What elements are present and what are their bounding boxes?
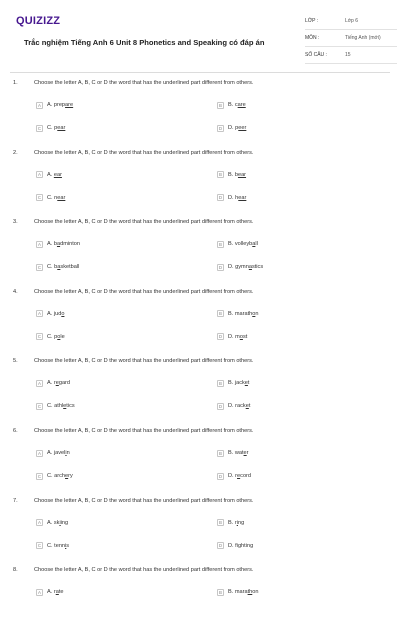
option-letter-box[interactable]: A xyxy=(36,380,43,387)
question-block xyxy=(0,150,400,212)
underlined-part: e xyxy=(65,473,69,479)
meta-row-class xyxy=(305,13,397,30)
option-letter-box[interactable]: B xyxy=(217,450,224,457)
meta-value: Lớp 6 xyxy=(345,18,359,24)
meta-row-count xyxy=(305,47,397,64)
underlined-part: e xyxy=(63,403,67,410)
option-a[interactable] xyxy=(36,448,70,458)
question-block xyxy=(0,498,400,560)
underlined-part: ear xyxy=(57,125,66,131)
option-text: A. judo xyxy=(47,310,65,317)
option-b[interactable] xyxy=(217,378,249,388)
option-b[interactable] xyxy=(217,587,259,597)
underlined-part: e xyxy=(244,380,248,387)
option-text: D. record xyxy=(228,473,252,479)
option-text: A. ear xyxy=(47,171,62,178)
option-letter-box[interactable]: D xyxy=(218,195,223,201)
underlined-part: are xyxy=(237,102,246,108)
option-letter-box[interactable]: D xyxy=(218,334,223,340)
meta-label: SỐ CÂU : xyxy=(305,52,327,58)
underlined-part: e xyxy=(237,473,241,479)
option-text: D. most xyxy=(228,333,248,340)
underlined-part: a xyxy=(57,264,61,271)
option-c[interactable] xyxy=(36,541,69,551)
option-a[interactable] xyxy=(36,309,64,319)
quizizz-logo: QUIZIZZ xyxy=(16,15,61,27)
option-text: B. marathon xyxy=(228,310,259,317)
option-letter-box[interactable]: A xyxy=(36,171,43,178)
option-c[interactable] xyxy=(36,123,65,133)
underlined-part: o xyxy=(252,310,256,317)
worksheet-header xyxy=(8,8,392,68)
option-text: B. volleyball xyxy=(228,241,258,248)
question-text: Choose the letter A, B, C or D the word that has the underlined part different from others. xyxy=(34,358,254,365)
option-text: D. hear xyxy=(228,194,247,201)
question-text: Choose the letter A, B, C or D the word that has the underlined part different from others. xyxy=(34,567,254,574)
option-letter-box[interactable]: D xyxy=(218,403,223,409)
option-a[interactable] xyxy=(36,587,64,597)
option-text: A. regard xyxy=(47,380,71,387)
option-letter-box[interactable]: C xyxy=(37,403,42,409)
option-letter-box[interactable]: D xyxy=(218,543,223,549)
option-text: C. archery xyxy=(47,473,73,479)
question-block xyxy=(0,219,400,281)
option-letter-box[interactable]: A xyxy=(36,450,43,457)
underlined-part: a xyxy=(56,241,61,248)
meta-value: Tiếng Anh (mới) xyxy=(345,35,381,41)
option-letter-box[interactable]: D xyxy=(218,264,223,270)
option-letter-box[interactable]: C xyxy=(37,125,42,131)
page-title: Trắc nghiệm Tiếng Anh 6 Unit 8 Phonetics and Speaking có đáp án xyxy=(24,38,265,47)
meta-value: 15 xyxy=(345,52,351,58)
option-b[interactable] xyxy=(217,518,244,528)
option-letter-box[interactable]: D xyxy=(218,473,223,479)
question-number: 8. xyxy=(13,567,18,574)
option-b[interactable] xyxy=(217,239,258,249)
option-letter-box[interactable]: A xyxy=(36,102,43,109)
question-number: 4. xyxy=(13,288,18,295)
option-letter-box[interactable]: A xyxy=(36,589,43,596)
option-text: B. ring xyxy=(228,519,245,526)
underlined-part: ear xyxy=(238,194,247,201)
option-text: B. care xyxy=(228,102,246,108)
option-letter-box[interactable]: B xyxy=(217,102,224,109)
option-c[interactable] xyxy=(36,471,73,481)
question-block xyxy=(0,80,400,142)
option-d[interactable] xyxy=(217,123,246,133)
option-letter-box[interactable]: C xyxy=(37,473,42,479)
option-letter-box[interactable]: B xyxy=(217,589,224,596)
option-text: A. rate xyxy=(47,589,64,596)
option-letter-box[interactable]: A xyxy=(36,519,43,526)
option-text: B. marathon xyxy=(228,589,259,596)
option-c[interactable] xyxy=(36,193,65,203)
option-a[interactable] xyxy=(36,518,68,528)
option-text: C. athletics xyxy=(47,403,75,410)
option-text: D. peer xyxy=(228,125,247,131)
meta-label: MÔN : xyxy=(305,35,320,41)
option-text: A. prepare xyxy=(47,102,74,108)
underlined-part: i xyxy=(236,519,238,526)
underlined-part: o xyxy=(239,333,243,340)
question-text: Choose the letter A, B, C or D the word that has the underlined part different from others. xyxy=(34,149,254,156)
option-letter-box[interactable]: B xyxy=(217,519,224,526)
option-text: B. water xyxy=(228,450,249,456)
option-text: D. gymnastics xyxy=(228,264,264,271)
question-block xyxy=(0,567,400,629)
option-letter-box[interactable]: B xyxy=(217,380,224,387)
underlined-part: ear xyxy=(53,171,62,178)
option-text: B. jacket xyxy=(228,380,250,387)
underlined-part: i xyxy=(65,450,67,456)
option-b[interactable] xyxy=(217,448,249,458)
underlined-part: a xyxy=(55,589,59,596)
option-b[interactable] xyxy=(217,309,259,319)
option-d[interactable] xyxy=(217,193,246,203)
option-text: C. near xyxy=(47,194,66,201)
option-a[interactable] xyxy=(36,378,70,388)
option-letter-box[interactable]: B xyxy=(217,241,224,248)
underlined-part: e xyxy=(243,450,247,456)
option-text: C. pole xyxy=(47,333,65,340)
question-number: 7. xyxy=(13,497,18,504)
option-c[interactable] xyxy=(36,332,65,342)
underlined-part: e xyxy=(55,380,59,387)
option-text: D. fighting xyxy=(228,542,254,549)
option-letter-box[interactable]: D xyxy=(218,125,223,131)
option-letter-box[interactable]: C xyxy=(37,543,42,549)
question-text: Choose the letter A, B, C or D the word that has the underlined part different from others. xyxy=(34,428,254,434)
underlined-part: a xyxy=(252,241,256,248)
underlined-part: eer xyxy=(238,125,247,131)
option-letter-box[interactable]: A xyxy=(36,241,43,248)
underlined-part: e xyxy=(245,403,249,410)
question-block xyxy=(0,358,400,420)
header-divider xyxy=(10,72,390,73)
meta-row-subject xyxy=(305,30,397,47)
option-text: A. skiing xyxy=(47,519,69,526)
question-text: Choose the letter A, B, C or D the word that has the underlined part different from others. xyxy=(34,80,254,86)
option-a[interactable] xyxy=(36,100,73,110)
option-text: C. pear xyxy=(47,125,66,131)
option-text: C. tennis xyxy=(47,542,70,549)
option-a[interactable] xyxy=(36,170,62,180)
option-d[interactable] xyxy=(217,332,247,342)
option-text: A. badminton xyxy=(47,241,80,248)
option-letter-box[interactable]: B xyxy=(217,171,224,178)
option-b[interactable] xyxy=(217,100,246,110)
question-text: Choose the letter A, B, C or D the word that has the underlined part different from others. xyxy=(34,288,254,295)
question-block xyxy=(0,428,400,490)
option-d[interactable] xyxy=(217,471,251,481)
underlined-part: o xyxy=(57,333,61,340)
option-letter-box[interactable]: C xyxy=(37,264,42,270)
underlined-part: i xyxy=(65,542,67,549)
underlined-part: o xyxy=(61,310,65,317)
question-number: 2. xyxy=(13,149,18,156)
option-c[interactable] xyxy=(36,401,75,411)
option-letter-box[interactable]: A xyxy=(36,310,43,317)
option-c[interactable] xyxy=(36,262,79,272)
question-number: 6. xyxy=(13,428,18,434)
underlined-part: a xyxy=(248,264,252,271)
meta-table xyxy=(305,13,397,64)
question-text: Choose the letter A, B, C or D the word that has the underlined part different from others. xyxy=(34,219,254,226)
option-d[interactable] xyxy=(217,262,263,272)
question-number: 3. xyxy=(13,219,18,226)
option-d[interactable] xyxy=(217,541,253,551)
option-d[interactable] xyxy=(217,401,250,411)
underlined-part: ear xyxy=(237,171,247,178)
option-b[interactable] xyxy=(217,170,246,180)
option-text: D. racket xyxy=(228,403,251,410)
meta-label: LỚP : xyxy=(305,18,319,24)
option-text: C. basketball xyxy=(47,264,80,271)
underlined-part: th xyxy=(247,589,253,596)
underlined-part: ear xyxy=(57,194,66,201)
question-block xyxy=(0,289,400,351)
option-letter-box[interactable]: C xyxy=(37,334,42,340)
question-number: 1. xyxy=(13,80,18,86)
question-text: Choose the letter A, B, C or D the word that has the underlined part different from others. xyxy=(34,497,254,504)
underlined-part: i xyxy=(59,519,61,526)
option-text: A. javelin xyxy=(47,450,70,456)
option-a[interactable] xyxy=(36,239,80,249)
option-letter-box[interactable]: C xyxy=(37,195,42,201)
question-number: 5. xyxy=(13,358,18,365)
option-letter-box[interactable]: B xyxy=(217,310,224,317)
option-text: B. bear xyxy=(228,171,247,178)
underlined-part: are xyxy=(65,102,74,108)
